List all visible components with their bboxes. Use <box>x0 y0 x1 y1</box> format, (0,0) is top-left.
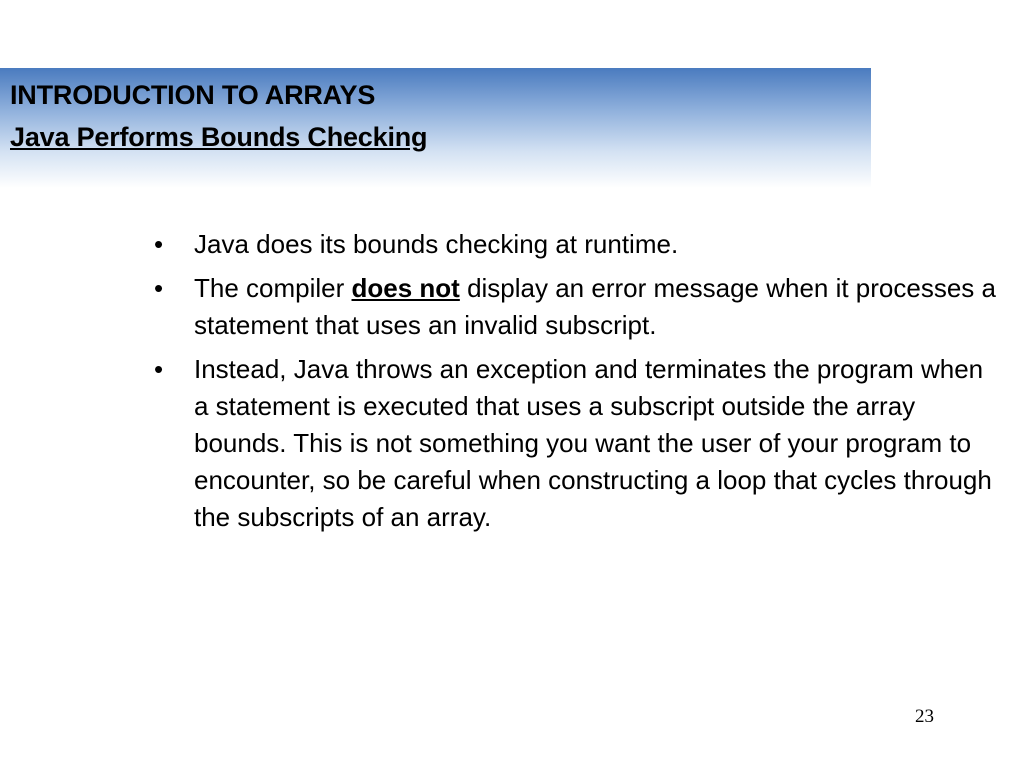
bullet-list <box>150 226 1000 543</box>
bullet-marker: • <box>154 354 164 384</box>
bullet-item-1 <box>150 226 1000 263</box>
bullet-text-after: display an error message when it processes a statement that uses an invalid subscript. <box>194 273 996 340</box>
bullet-item-3 <box>150 351 1000 536</box>
bullet-marker: • <box>154 273 164 303</box>
bullet-marker: • <box>154 229 164 259</box>
bullet-text-before: The compiler <box>194 273 352 303</box>
slide-title: INTRODUCTION TO ARRAYS <box>10 80 376 110</box>
page-number: 23 <box>915 706 934 727</box>
bullet-text: Instead, Java throws an exception and terminates the program when a statement is executed that uses a subscript outside the array bounds. This is not something you want the user of your program to encounter, so be careful when constructing a loop that cycles through the subscripts of an array. <box>194 354 992 532</box>
bullet-text: Java does its bounds checking at runtime. <box>194 229 679 259</box>
bullet-item-2 <box>150 270 1000 344</box>
bullet-emphasis: does not <box>351 273 460 303</box>
slide-subtitle: Java Performs Bounds Checking <box>10 122 428 152</box>
